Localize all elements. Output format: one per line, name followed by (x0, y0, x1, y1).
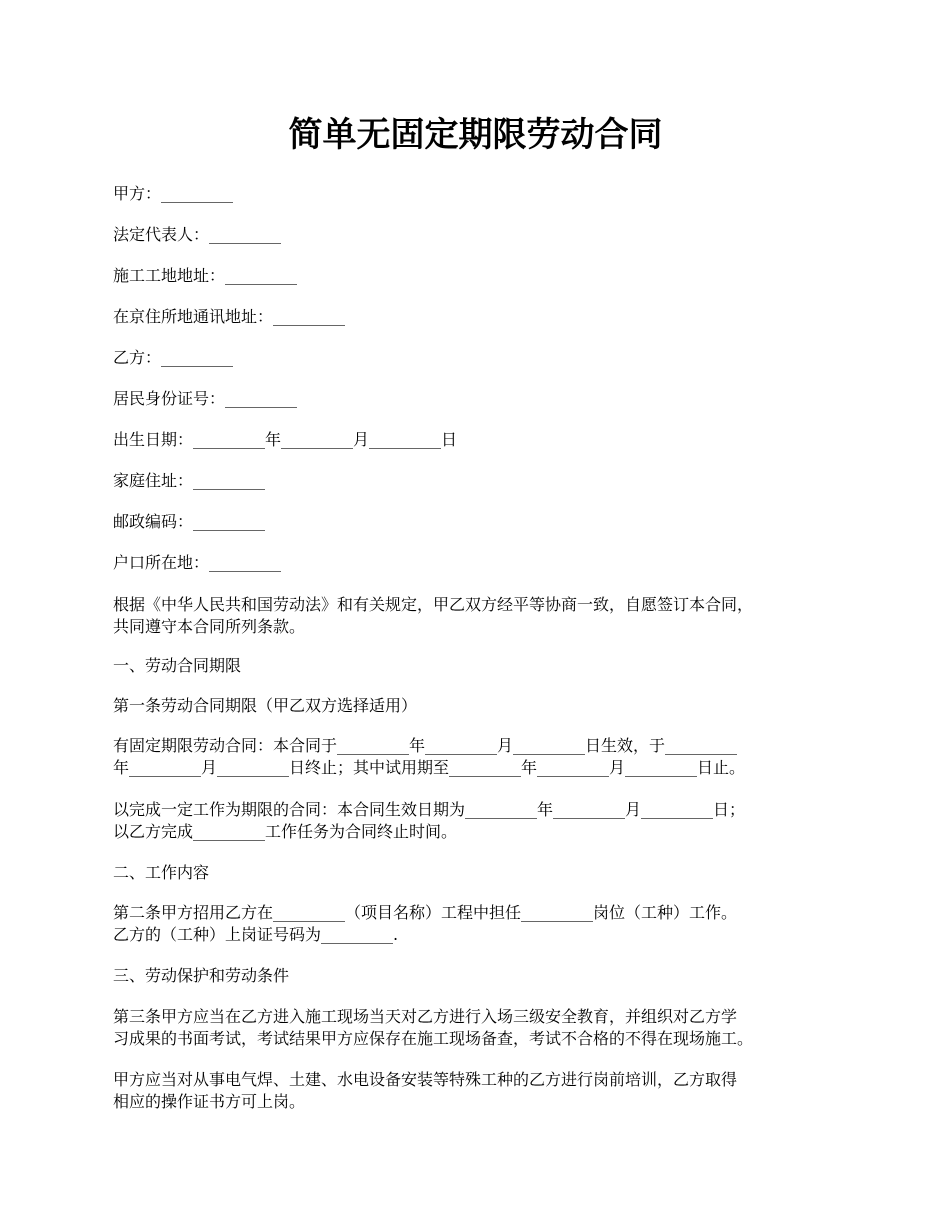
article-3-line-2: 习成果的书面考试，考试结果甲方应保存在施工现场备查，考试不合格的不得在现场施工。 (113, 1029, 754, 1048)
field-home-address: 家庭住址：_________ (113, 471, 266, 490)
article-1-fixed-line-2: 年_________月_________日终止；其中试用期至_________年_________月_________日止。 (113, 758, 746, 777)
article-1-fixed-term (113, 735, 853, 779)
intro-line-2: 共同遵守本合同所列条款。 (113, 617, 306, 636)
field-birth-date: 出生日期：_________年_________月_________日 (113, 430, 458, 449)
field-party-a: 甲方：_________ (113, 184, 234, 203)
intro-paragraph (113, 594, 853, 638)
article-3-training-line-1: 甲方应当对从事电气焊、土建、水电设备安装等特殊工种的乙方进行岗前培训，乙方取得 (113, 1070, 738, 1089)
article-1-heading: 第一条劳动合同期限（甲乙双方选择适用） (113, 696, 418, 715)
article-2-paragraph (113, 902, 853, 946)
field-legal-representative: 法定代表人：_________ (113, 225, 282, 244)
article-2-line-1: 第二条甲方招用乙方在_________（项目名称）工程中担任_________岗位（工种）工作。 (113, 903, 738, 922)
field-site-address: 施工工地地址：_________ (113, 266, 298, 285)
page-title: 简单无固定期限劳动合同 (288, 115, 663, 155)
article-3-training-paragraph (113, 1069, 853, 1113)
section-3-heading: 三、劳动保护和劳动条件 (113, 966, 290, 985)
field-postal-code: 邮政编码：_________ (113, 512, 266, 531)
field-party-b: 乙方：_________ (113, 348, 234, 367)
field-id-number: 居民身份证号：_________ (113, 389, 298, 408)
article-2-line-2: 乙方的（工种）上岗证号码为_________. (113, 925, 399, 944)
field-household-registration: 户口所在地：_________ (113, 553, 282, 572)
article-3-training-line-2: 相应的操作证书方可上岗。 (113, 1092, 306, 1111)
article-3-paragraph (113, 1006, 853, 1050)
article-3-line-1: 第三条甲方应当在乙方进入施工现场当天对乙方进行入场三级安全教育，并组织对乙方学 (113, 1007, 738, 1026)
article-1-task-term (113, 799, 853, 843)
article-1-task-line-1: 以完成一定工作为期限的合同：本合同生效日期为_________年_________月_________日； (113, 800, 746, 819)
field-beijing-address: 在京住所地通讯地址：_________ (113, 307, 346, 326)
article-1-task-line-2: 以乙方完成_________工作任务为合同终止时间。 (113, 822, 458, 841)
article-1-fixed-line-1: 有固定期限劳动合同：本合同于_________年_________月_________日生效，于_________ (113, 736, 738, 755)
section-2-heading: 二、工作内容 (113, 863, 210, 882)
intro-line-1: 根据《中华人民共和国劳动法》和有关规定，甲乙双方经平等协商一致，自愿签订本合同， (113, 595, 754, 614)
section-1-heading: 一、劳动合同期限 (113, 656, 242, 675)
